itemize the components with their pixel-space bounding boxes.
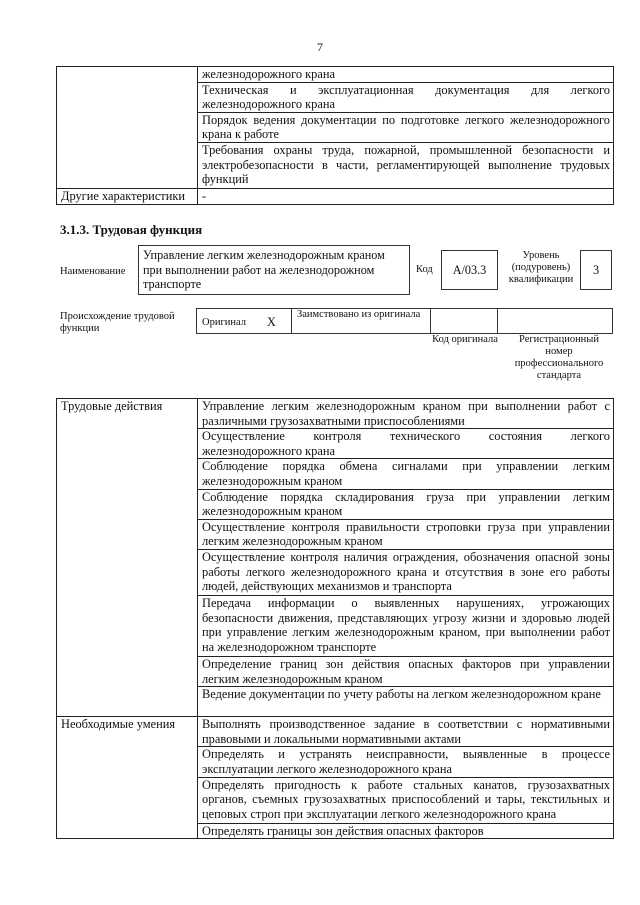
table-row: Определять границы зон действия опасных факторов [198,823,614,839]
original-mark: X [267,315,276,329]
other-characteristics-label: Другие характеристики [57,188,198,204]
origin-label: Происхождение трудовой функции [60,311,175,334]
table-row: Определять пригодность к работе стальных канатов, грузозахватных органов, съемных грузозахватных приспособлений и тары, текстильных и цеповых строп при эксплуатации легкого железнодорожного крана [198,777,614,823]
section-title: 3.1.3. Трудовая функция [60,222,203,237]
table-row: Выполнять производственное задание в соответствии с нормативными правовыми и локальными нормативными актами [198,717,614,747]
table-row: Управление легким железнодорожным краном при выполнении работ с различными грузозахватными приспособлениями [198,399,614,429]
name-label: Наименование [60,266,126,277]
skills-label: Необходимые умения [57,717,198,839]
borrowed-label: Заимствовано из оригинала [297,309,421,320]
divider [430,309,431,333]
table-row: Порядок ведения документации по подготовке легкого железнодорожного крана к работе [198,112,614,142]
labor-actions-label: Трудовые действия [57,399,198,717]
code-box: A/03.3 [441,250,498,290]
code-label: Код [416,264,433,275]
code-original-caption: Код оригинала [432,334,498,345]
registration-number-caption: Регистрационный номер профессионального стандарта [514,334,604,381]
table-row: Соблюдение порядка складирования груза при управлении легким железнодорожным краном [198,489,614,519]
divider [291,309,292,333]
qualification-level-box: 3 [580,250,612,290]
table-row: Осуществление контроля правильности строповки груза при управлении легким железнодорожным краном [198,519,614,549]
knowledge-table-continuation [56,66,614,205]
function-name-box: Управление легким железнодорожным краном при выполнении работ на железнодорожном транспорте [138,245,410,295]
table-row: Осуществление контроля наличия ограждения, обозначения опасной зоны работы легкого железнодорожного крана и отсутствия в зоне его работы людей, действующих механизмов и транспорта [198,549,614,595]
table-row: железнодорожного крана [198,67,614,83]
table-row: Соблюдение порядка обмена сигналами при управлении легким железнодорожным краном [198,459,614,489]
page-number: 7 [317,40,323,54]
table-row: Техническая и эксплуатационная документация для легкого железнодорожного крана [198,82,614,112]
table-row: Передача информации о выявленных нарушениях, угрожающих безопасности движения, представляющих угрозу жизни и здоровью людей при управление легким железнодорожным краном, при выполнении работ на железнодорожном транспорте [198,595,614,656]
labor-actions-table [56,398,614,839]
table-row: Определение границ зон действия опасных факторов при управлении легким железнодорожным краном [198,656,614,686]
empty-label-cell [57,67,198,189]
original-label: Оригинал [202,317,246,328]
table-row: Определять и устранять неисправности, выявленные в процессе эксплуатации легкого железнодорожного крана [198,747,614,777]
qualification-level-label: Уровень (подуровень) квалификации [508,250,574,285]
table-row: Требования охраны труда, пожарной, промышленной безопасности и электробезопасности в части, регламентирующей выполнение трудовых функций [198,142,614,188]
table-row: Осуществление контроля технического состояния легкого железнодорожного крана [198,429,614,459]
table-row: Ведение документации по учету работы на легком железнодорожном кране [198,687,614,717]
divider [497,309,498,333]
other-characteristics-value: - [198,188,614,204]
origin-box [196,308,613,334]
